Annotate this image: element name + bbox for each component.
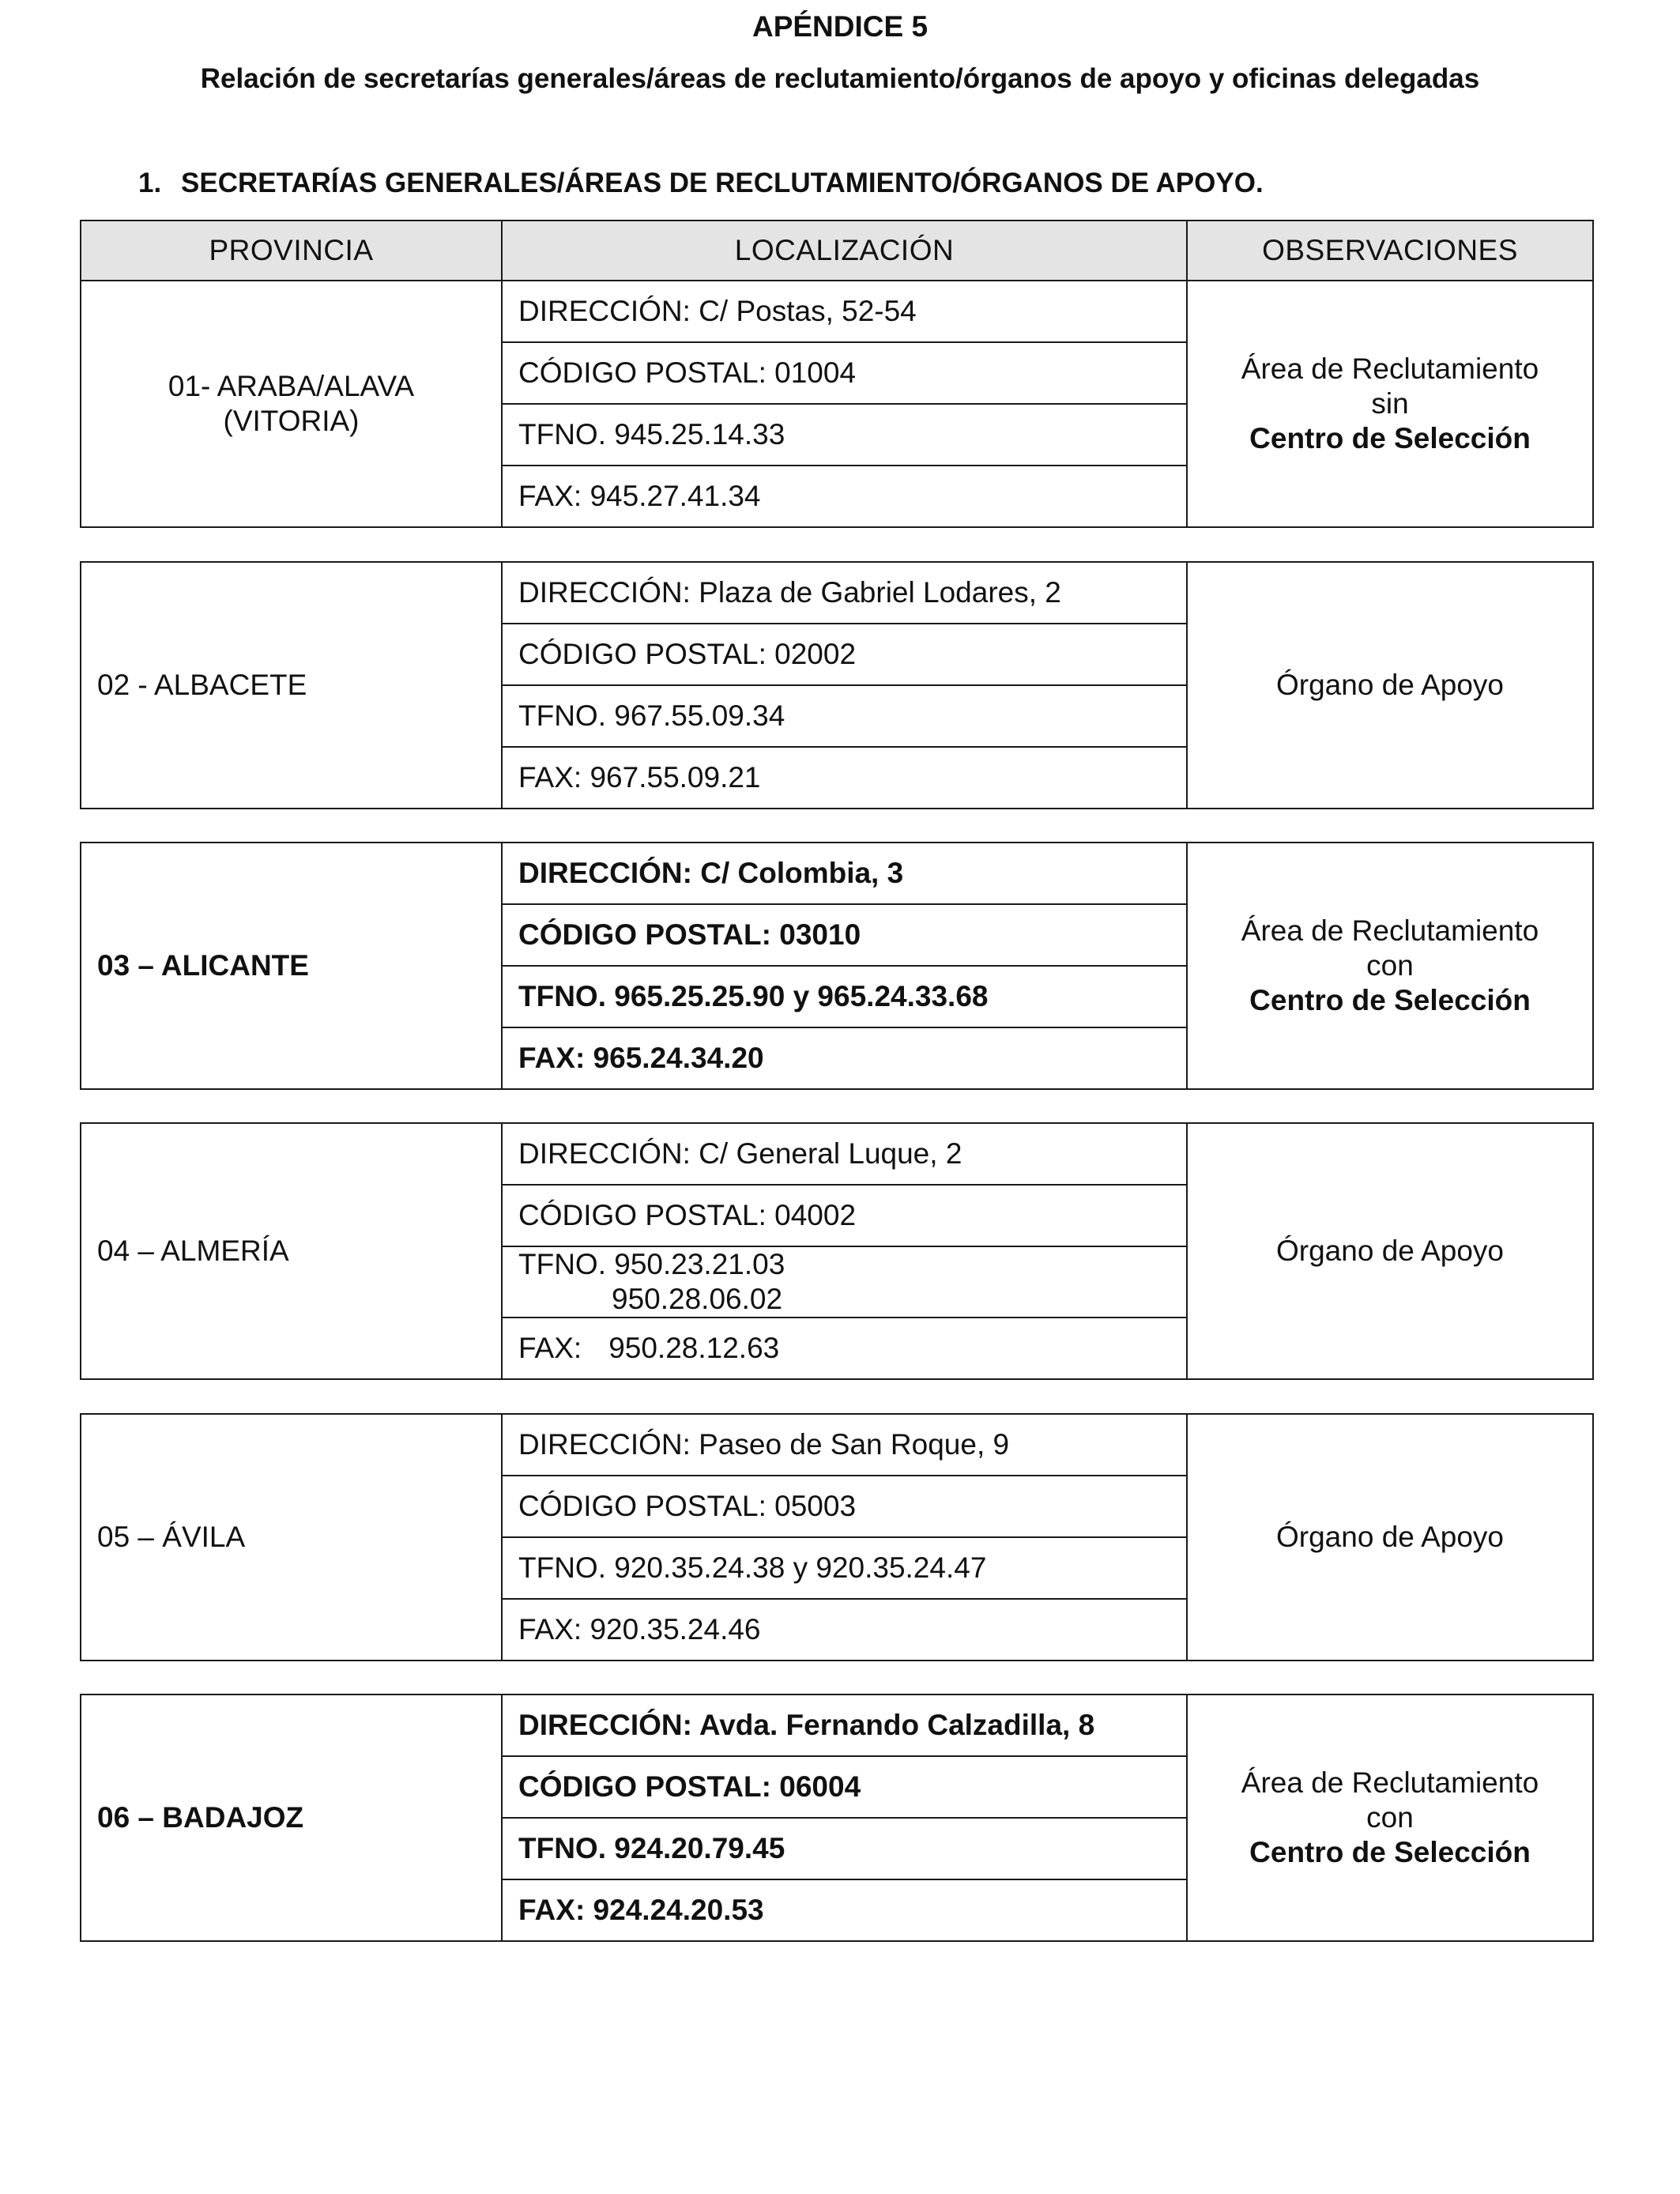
fax-cell xyxy=(502,1318,1187,1379)
address-cell: DIRECCIÓN: Paseo de San Roque, 9 xyxy=(502,1414,1187,1476)
province-name-cell: 02 - ALBACETE xyxy=(81,562,502,809)
phone-cell: TFNO. 965.25.25.90 y 965.24.33.68 xyxy=(502,966,1187,1027)
table-row xyxy=(81,281,1593,342)
address-cell: DIRECCIÓN: C/ General Luque, 2 xyxy=(502,1123,1187,1185)
postal-code-cell: CÓDIGO POSTAL: 05003 xyxy=(502,1476,1187,1537)
province-name-cell: 05 – ÁVILA xyxy=(81,1414,502,1661)
observations-cell: Órgano de Apoyo xyxy=(1187,562,1593,809)
fax-label: FAX: xyxy=(518,1332,582,1364)
observation-line: Área de Reclutamiento xyxy=(1241,352,1539,385)
appendix-subtitle: Relación de secretarías generales/áreas de reclutamiento/órganos de apoyo y oficinas delegadas xyxy=(200,63,1480,94)
province-table-albacete xyxy=(80,561,1594,809)
postal-code-cell: CÓDIGO POSTAL: 02002 xyxy=(502,624,1187,685)
observation-line: Área de Reclutamiento xyxy=(1241,914,1539,947)
observations-cell: Órgano de Apoyo xyxy=(1187,1414,1593,1661)
observations-cell xyxy=(1187,843,1593,1089)
phone-cell: TFNO. 967.55.09.34 xyxy=(502,685,1187,747)
table-row xyxy=(81,1695,1593,1756)
province-name: 01- ARABA/ALAVA xyxy=(168,370,415,402)
observation-line: con xyxy=(1366,1801,1414,1834)
province-name-cell: 03 – ALICANTE xyxy=(81,843,502,1089)
table-row xyxy=(81,1123,1593,1185)
phone-cell: TFNO. 924.20.79.45 xyxy=(502,1818,1187,1879)
appendix-title: APÉNDICE 5 xyxy=(751,10,929,43)
postal-code-cell: CÓDIGO POSTAL: 01004 xyxy=(502,342,1187,404)
province-table-alicante xyxy=(80,842,1594,1090)
address-cell: DIRECCIÓN: Avda. Fernando Calzadilla, 8 xyxy=(502,1695,1187,1756)
table-row xyxy=(81,562,1593,624)
observation-emphasis: Centro de Selección xyxy=(1249,422,1531,454)
postal-code-cell: CÓDIGO POSTAL: 06004 xyxy=(502,1756,1187,1818)
address-cell: DIRECCIÓN: C/ Postas, 52-54 xyxy=(502,281,1187,342)
observations-cell xyxy=(1187,281,1593,527)
table-row xyxy=(81,843,1593,904)
phone-primary: TFNO. 950.23.21.03 xyxy=(518,1248,785,1280)
observation-line: con xyxy=(1366,949,1414,982)
phone-cell: TFNO. 920.35.24.38 y 920.35.24.47 xyxy=(502,1537,1187,1599)
header-observaciones: OBSERVACIONES xyxy=(1187,221,1593,281)
fax-cell: FAX: 945.27.41.34 xyxy=(502,466,1187,527)
observation-line: Área de Reclutamiento xyxy=(1241,1766,1539,1799)
phone-cell: TFNO. 945.25.14.33 xyxy=(502,404,1187,466)
address-cell: DIRECCIÓN: Plaza de Gabriel Lodares, 2 xyxy=(502,562,1187,624)
observations-cell: Órgano de Apoyo xyxy=(1187,1123,1593,1379)
province-table-avila xyxy=(80,1413,1594,1661)
header-provincia: PROVINCIA xyxy=(81,221,502,281)
phone-cell xyxy=(502,1246,1187,1318)
fax-cell: FAX: 924.24.20.53 xyxy=(502,1879,1187,1941)
province-name-cell xyxy=(81,281,502,527)
observation-emphasis: Centro de Selección xyxy=(1249,1836,1531,1868)
header-localizacion: LOCALIZACIÓN xyxy=(502,221,1187,281)
observation-line: sin xyxy=(1371,387,1409,420)
observations-cell xyxy=(1187,1695,1593,1941)
section-title: SECRETARÍAS GENERALES/ÁREAS DE RECLUTAMIENTO/ÓRGANOS DE APOYO. xyxy=(181,168,1264,198)
fax-cell: FAX: 965.24.34.20 xyxy=(502,1027,1187,1089)
fax-cell: FAX: 920.35.24.46 xyxy=(502,1599,1187,1661)
address-cell: DIRECCIÓN: C/ Colombia, 3 xyxy=(502,843,1187,904)
table-header-row xyxy=(81,221,1593,281)
province-table-araba xyxy=(80,220,1594,528)
province-city: (VITORIA) xyxy=(223,405,360,437)
section-number: 1. xyxy=(138,168,162,198)
fax-cell: FAX: 967.55.09.21 xyxy=(502,747,1187,809)
section-heading xyxy=(138,166,1264,201)
province-name-cell: 06 – BADAJOZ xyxy=(81,1695,502,1941)
observation-emphasis: Centro de Selección xyxy=(1249,984,1531,1016)
province-table-almeria xyxy=(80,1122,1594,1380)
phone-secondary: 950.28.06.02 xyxy=(612,1283,783,1315)
postal-code-cell: CÓDIGO POSTAL: 04002 xyxy=(502,1185,1187,1246)
province-table-badajoz xyxy=(80,1694,1594,1942)
postal-code-cell: CÓDIGO POSTAL: 03010 xyxy=(502,904,1187,966)
fax-number: 950.28.12.63 xyxy=(608,1332,780,1364)
table-row xyxy=(81,1414,1593,1476)
province-name-cell: 04 – ALMERÍA xyxy=(81,1123,502,1379)
